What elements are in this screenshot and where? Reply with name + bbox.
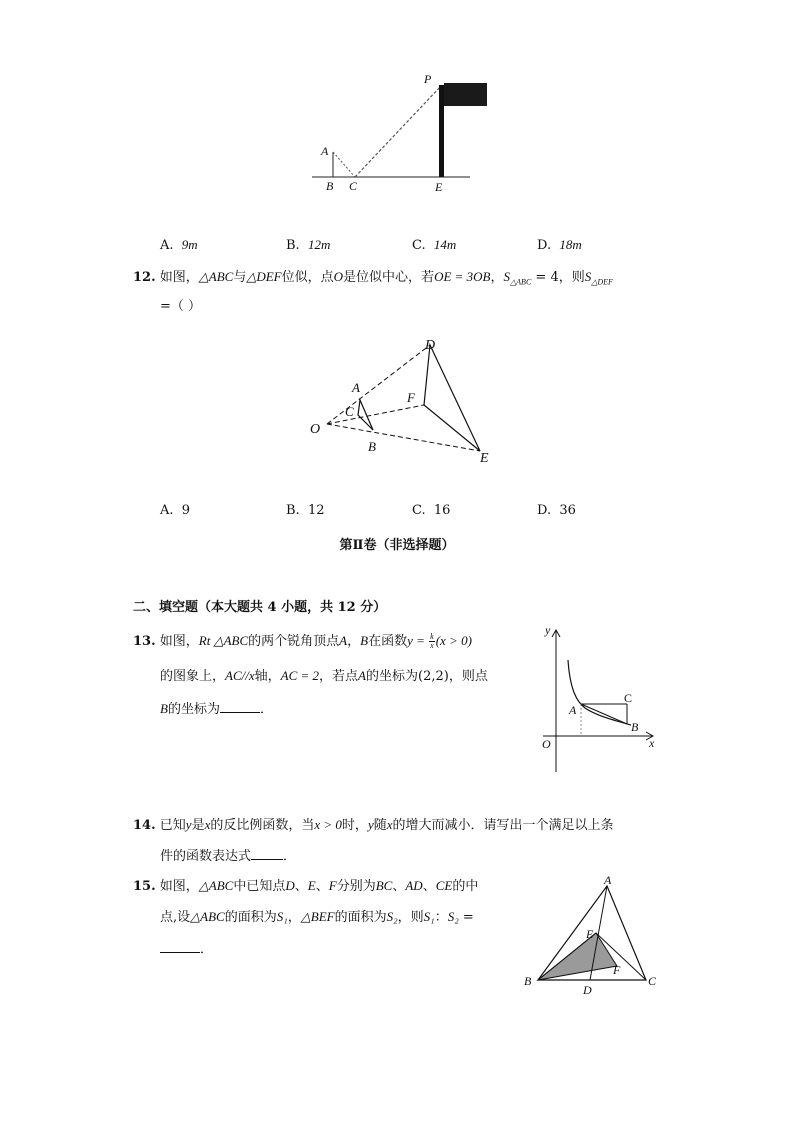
label-a: A	[352, 380, 360, 395]
label-f: F	[613, 963, 621, 977]
shaded-triangle-bef	[538, 933, 617, 980]
label-d: D	[583, 983, 592, 997]
ray-a-c	[333, 152, 355, 177]
ray-o-e	[327, 424, 480, 451]
q12-figure	[300, 330, 510, 470]
segment-ab	[581, 704, 627, 724]
q15-stem-line2: 点,设△ABC的面积为S₁，△BEF的面积为S₂，则S₁：S₂ =	[160, 909, 474, 925]
flagpole	[439, 85, 444, 177]
label-e: E	[480, 451, 489, 466]
q12-stem-line2: =（ ）	[160, 299, 202, 314]
label-b: B	[631, 720, 639, 734]
q11-option-c: C. 14m	[412, 237, 457, 253]
label-a: A	[604, 874, 612, 887]
q15-stem-line1: 15. 如图，△ABC中已知点D、E、F分别为BC、AD、CE的中	[133, 878, 479, 894]
label-f: F	[407, 390, 415, 405]
q12-stem-line1: 12. 如图，△ABC与△DEF位似，点O是位似中心，若OE = 3OB，$S_{\triangle ABC} = 4$，则$S_{\triangle DEF}$	[133, 269, 613, 287]
q11-figure	[300, 66, 500, 196]
label-e: E	[586, 927, 594, 941]
q12-option-d: D. 36	[537, 503, 576, 518]
q11-option-b: B. 12m	[286, 237, 331, 253]
label-o: O	[310, 422, 321, 437]
label-p: P	[424, 72, 432, 86]
q15-answer-blank[interactable]	[160, 940, 200, 953]
ray-o-d	[327, 345, 430, 424]
label-c: C	[349, 179, 358, 193]
label-b: B	[524, 974, 532, 988]
label-a: A	[321, 144, 329, 158]
label-b: B	[326, 179, 334, 193]
label-a: A	[569, 703, 577, 717]
label-c: C	[648, 974, 657, 988]
label-c: C	[624, 691, 633, 705]
q11-option-d: D. 18m	[537, 237, 582, 253]
q13-stem-line3: B的坐标为 ．	[160, 701, 273, 717]
q12-option-b: B. 12	[286, 503, 325, 518]
q15-stem-line3: ．	[160, 940, 213, 959]
q15-number: 15.	[133, 879, 156, 894]
label-y: y	[545, 623, 551, 637]
label-b: B	[368, 439, 376, 454]
label-e: E	[435, 180, 443, 194]
q12-option-a: A. 9	[160, 503, 191, 518]
ray-o-f	[327, 405, 424, 424]
label-x: x	[649, 736, 655, 750]
label-o: O	[542, 737, 551, 751]
ray-c-p	[355, 85, 442, 177]
part2-title: 第Ⅱ卷（非选择题）	[339, 538, 455, 553]
section2-title: 二、填空题（本大题共 4 小题，共 12 分）	[133, 600, 387, 615]
q12-number: 12.	[133, 270, 156, 285]
q12-option-c: C. 16	[412, 503, 451, 518]
q13-number: 13.	[133, 634, 156, 649]
hyperbola-curve	[568, 660, 631, 725]
q13-answer-blank[interactable]	[220, 700, 260, 713]
q15-figure	[520, 874, 665, 999]
q14-answer-blank[interactable]	[251, 847, 283, 860]
q13-stem-line2: 的图象上，AC//x轴，AC = 2，若点A的坐标为(2,2)，则点	[160, 668, 488, 684]
flag	[444, 83, 487, 106]
label-c: C	[345, 404, 354, 419]
triangle-def	[424, 345, 480, 451]
q13-stem-line1: 13. 如图，Rt △ABC的两个锐角顶点A，B在函数y = $\frac{k}{x}$ (x > 0)	[133, 632, 472, 650]
q14-number: 14.	[133, 818, 156, 833]
fraction-k-over-x: $\frac{k}{x}$	[430, 632, 434, 650]
q13-figure	[535, 620, 665, 780]
q11-option-a: A. 9m	[160, 237, 198, 253]
label-d: D	[425, 338, 436, 353]
q14-stem-line2: 件的函数表达式 ．	[160, 849, 297, 864]
q14-stem-line1: 14. 已知y是x的反比例函数，当x > 0时，y随x的增大而减小．请写出一个满足以上条	[133, 817, 614, 833]
